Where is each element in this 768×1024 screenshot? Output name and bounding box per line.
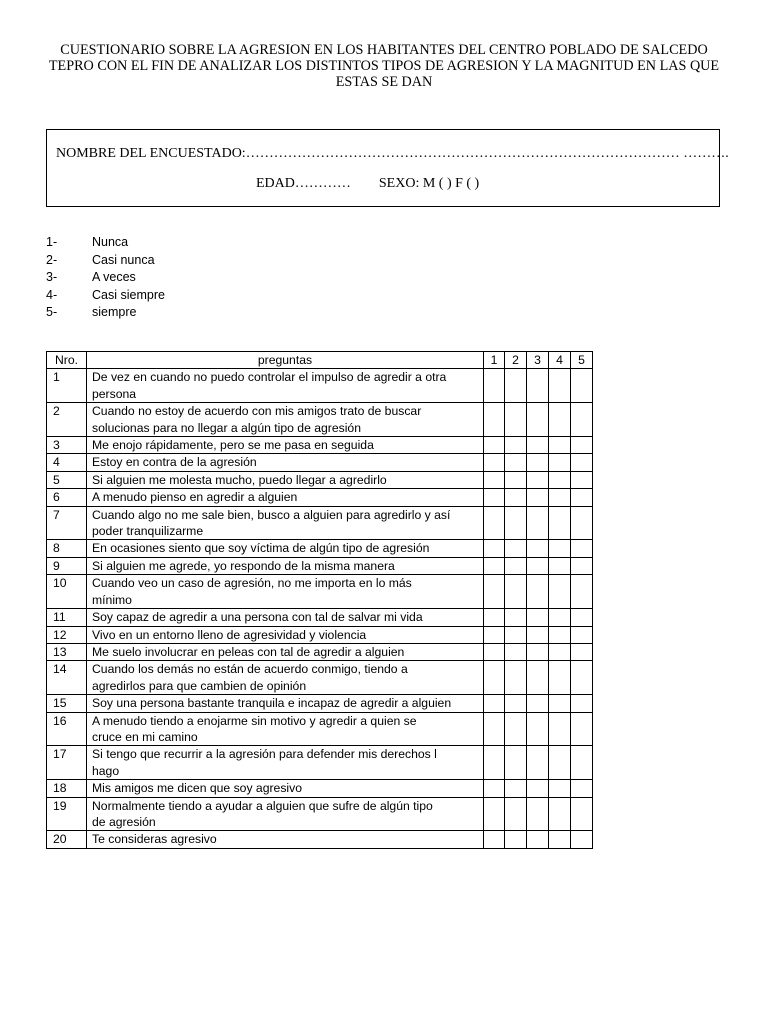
answer-cell-option-1[interactable] (484, 403, 505, 437)
answer-cell-option-3[interactable] (527, 369, 549, 403)
answer-cell-option-4[interactable] (549, 403, 571, 437)
title-line: CUESTIONARIO SOBRE LA AGRESION EN LOS HABITANTES DEL CENTRO POBLADO DE SALCEDO (60, 42, 708, 58)
question-text-line: Me suelo involucrar en peleas con tal de agredir a alguien (92, 644, 405, 659)
answer-cell-option-1[interactable] (484, 712, 505, 746)
answer-cell-option-2[interactable] (505, 746, 527, 780)
answer-cell-option-1[interactable] (484, 797, 505, 831)
question-number: 17 (47, 746, 87, 780)
answer-cell-option-3[interactable] (527, 643, 549, 660)
answer-cell-option-2[interactable] (505, 437, 527, 454)
answer-cell-option-2[interactable] (505, 609, 527, 626)
answer-cell-option-1[interactable] (484, 557, 505, 574)
question-number: 4 (47, 454, 87, 471)
table-row (47, 540, 593, 557)
table-row (47, 626, 593, 643)
answer-cell-option-1[interactable] (484, 609, 505, 626)
question-text (87, 437, 484, 454)
title-line: ESTAS SE DAN (335, 74, 433, 90)
answer-cell-option-4[interactable] (549, 626, 571, 643)
answer-cell-option-4[interactable] (549, 643, 571, 660)
answer-cell-option-5[interactable] (571, 403, 593, 437)
question-text (87, 471, 484, 488)
answer-cell-option-4[interactable] (549, 471, 571, 488)
scale-label: Nunca (92, 235, 129, 249)
answer-cell-option-2[interactable] (505, 643, 527, 660)
answer-cell-option-4[interactable] (549, 437, 571, 454)
question-text-line: Me enojo rápidamente, pero se me pasa en seguida (92, 438, 374, 453)
answer-cell-option-4[interactable] (549, 780, 571, 797)
table-row (47, 609, 593, 626)
scale-item (46, 269, 165, 287)
table-row (47, 797, 593, 831)
answer-cell-option-3[interactable] (527, 437, 549, 454)
question-number: 5 (47, 471, 87, 488)
table-row (47, 506, 593, 540)
scale-label: A veces (92, 270, 136, 285)
scale-number: 5- (46, 305, 58, 320)
table-row (47, 369, 593, 403)
question-text-line: De vez en cuando no puedo controlar el impulso de agredir a otra (92, 370, 447, 385)
answer-cell-option-5[interactable] (571, 506, 593, 540)
answer-cell-option-2[interactable] (505, 831, 527, 848)
question-number: 7 (47, 506, 87, 540)
question-text (87, 557, 484, 574)
table-row (47, 489, 593, 506)
table-row (47, 831, 593, 848)
question-text-line: Soy capaz de agredir a una persona con tal de salvar mi vida (92, 610, 423, 625)
answer-cell-option-5[interactable] (571, 540, 593, 557)
answer-cell-option-4[interactable] (549, 506, 571, 540)
question-number: 1 (47, 369, 87, 403)
answer-cell-option-4[interactable] (549, 369, 571, 403)
question-text-line: Te consideras agresivo (92, 832, 217, 847)
answer-cell-option-3[interactable] (527, 489, 549, 506)
question-text-line: agredirlos para que cambien de opinión (92, 678, 307, 693)
table-row (47, 454, 593, 471)
question-text-line: solucionas para no llegar a algún tipo de agresión (92, 420, 361, 435)
answer-cell-option-2[interactable] (505, 506, 527, 540)
header-option-4: 4 (549, 352, 571, 369)
answer-cell-option-2[interactable] (505, 557, 527, 574)
answer-cell-option-5[interactable] (571, 369, 593, 403)
answer-cell-option-3[interactable] (527, 506, 549, 540)
question-number: 10 (47, 575, 87, 609)
answer-cell-option-5[interactable] (571, 831, 593, 848)
answer-cell-option-3[interactable] (527, 780, 549, 797)
question-number: 18 (47, 780, 87, 797)
answer-cell-option-4[interactable] (549, 661, 571, 695)
question-text-line: Cuando no estoy de acuerdo con mis amigos trato de buscar (92, 404, 422, 419)
answer-cell-option-2[interactable] (505, 695, 527, 712)
answer-cell-option-1[interactable] (484, 369, 505, 403)
header-option-1: 1 (484, 352, 505, 369)
answer-cell-option-4[interactable] (549, 695, 571, 712)
answer-cell-option-5[interactable] (571, 557, 593, 574)
answer-cell-option-2[interactable] (505, 575, 527, 609)
answer-cell-option-3[interactable] (527, 626, 549, 643)
scale-item (46, 304, 165, 322)
scale-item (46, 252, 165, 270)
answer-cell-option-4[interactable] (549, 609, 571, 626)
answer-cell-option-2[interactable] (505, 471, 527, 488)
question-text (87, 661, 484, 695)
question-text-line: hago (92, 763, 120, 778)
scale-number: 1- (46, 235, 58, 249)
question-number: 6 (47, 489, 87, 506)
answer-cell-option-1[interactable] (484, 831, 505, 848)
answer-cell-option-4[interactable] (549, 557, 571, 574)
answer-cell-option-2[interactable] (505, 540, 527, 557)
question-text (87, 369, 484, 403)
question-text-line: mínimo (92, 592, 132, 607)
answer-cell-option-1[interactable] (484, 540, 505, 557)
question-text-line: En ocasiones siento que soy víctima de algún tipo de agresión (92, 541, 430, 556)
question-text (87, 575, 484, 609)
answer-cell-option-5[interactable] (571, 454, 593, 471)
age-sex-line (256, 176, 479, 192)
answer-cell-option-2[interactable] (505, 403, 527, 437)
answer-cell-option-4[interactable] (549, 797, 571, 831)
question-text (87, 626, 484, 643)
question-number: 16 (47, 712, 87, 746)
answer-cell-option-1[interactable] (484, 575, 505, 609)
question-number: 2 (47, 403, 87, 437)
table-header-row (47, 352, 593, 369)
question-text (87, 403, 484, 437)
question-number: 8 (47, 540, 87, 557)
table-row (47, 695, 593, 712)
question-text (87, 746, 484, 780)
answer-cell-option-5[interactable] (571, 643, 593, 660)
table-row (47, 746, 593, 780)
answer-cell-option-1[interactable] (484, 437, 505, 454)
question-text-line: A menudo pienso en agredir a alguien (92, 490, 298, 505)
answer-cell-option-3[interactable] (527, 540, 549, 557)
question-text-line: Si alguien me agrede, yo respondo de la misma manera (92, 558, 395, 573)
question-number: 3 (47, 437, 87, 454)
table-row (47, 661, 593, 695)
question-text (87, 454, 484, 471)
scale-label: Casi nunca (92, 252, 155, 267)
answer-cell-option-1[interactable] (484, 506, 505, 540)
answer-cell-option-5[interactable] (571, 575, 593, 609)
answer-cell-option-3[interactable] (527, 746, 549, 780)
answer-cell-option-2[interactable] (505, 454, 527, 471)
question-text (87, 489, 484, 506)
title-line: TEPRO CON EL FIN DE ANALIZAR LOS DISTINTOS TIPOS DE AGRESION Y LA MAGNITUD EN LAS QUE (48, 58, 720, 74)
question-text (87, 506, 484, 540)
answer-cell-option-3[interactable] (527, 797, 549, 831)
table-row (47, 437, 593, 454)
question-number: 14 (47, 661, 87, 695)
answer-cell-option-5[interactable] (571, 626, 593, 643)
table-row (47, 471, 593, 488)
answer-cell-option-4[interactable] (549, 712, 571, 746)
question-text (87, 831, 484, 848)
answer-cell-option-4[interactable] (549, 540, 571, 557)
answer-cell-option-5[interactable] (571, 437, 593, 454)
question-text-line: Soy una persona bastante tranquila e incapaz de agredir a alguien (92, 696, 452, 711)
question-text-line: persona (92, 386, 137, 401)
question-number: 11 (47, 609, 87, 626)
questionnaire-table (46, 351, 593, 849)
answer-cell-option-1[interactable] (484, 489, 505, 506)
answer-cell-option-5[interactable] (571, 712, 593, 746)
answer-cell-option-3[interactable] (527, 454, 549, 471)
answer-cell-option-5[interactable] (571, 797, 593, 831)
answer-cell-option-5[interactable] (571, 471, 593, 488)
scale-number: 2- (46, 252, 58, 267)
answer-cell-option-3[interactable] (527, 831, 549, 848)
answer-cell-option-3[interactable] (527, 575, 549, 609)
respondent-name-field[interactable]: NOMBRE DEL ENCUESTADO:………………………………………………………………………………… ………. (56, 146, 729, 161)
respondent-age-field[interactable]: EDAD………… (256, 176, 351, 191)
question-text-line: Mis amigos me dicen que soy agresivo (92, 781, 302, 796)
answer-cell-option-2[interactable] (505, 780, 527, 797)
question-number: 15 (47, 695, 87, 712)
answer-cell-option-1[interactable] (484, 661, 505, 695)
response-scale-legend (46, 234, 165, 322)
question-text-line: cruce en mi camino (92, 729, 198, 744)
answer-cell-option-1[interactable] (484, 454, 505, 471)
scale-number: 3- (46, 270, 58, 285)
question-text-line: Cuando algo no me sale bien, busco a alguien para agredirlo y así (92, 507, 451, 522)
header-nro: Nro. (47, 352, 87, 369)
question-text (87, 695, 484, 712)
answer-cell-option-1[interactable] (484, 643, 505, 660)
table-row (47, 643, 593, 660)
answer-cell-option-2[interactable] (505, 661, 527, 695)
answer-cell-option-2[interactable] (505, 712, 527, 746)
question-text-line: Si alguien me molesta mucho, puedo llegar a agredirlo (92, 472, 387, 487)
header-option-5: 5 (571, 352, 593, 369)
scale-item (46, 234, 165, 252)
table-row (47, 780, 593, 797)
question-text-line: Normalmente tiendo a ayudar a alguien que sufre de algún tipo (92, 798, 433, 813)
answer-cell-option-2[interactable] (505, 626, 527, 643)
answer-cell-option-4[interactable] (549, 454, 571, 471)
question-text (87, 712, 484, 746)
header-option-2: 2 (505, 352, 527, 369)
answer-cell-option-4[interactable] (549, 831, 571, 848)
answer-cell-option-1[interactable] (484, 746, 505, 780)
table-row (47, 403, 593, 437)
question-number: 12 (47, 626, 87, 643)
answer-cell-option-5[interactable] (571, 489, 593, 506)
question-text-line: de agresión (92, 814, 156, 829)
scale-number: 4- (46, 287, 58, 302)
question-text-line: Cuando los demás no están de acuerdo conmigo, tiendo a (92, 662, 408, 677)
document-title (40, 42, 728, 90)
answer-cell-option-1[interactable] (484, 471, 505, 488)
answer-cell-option-3[interactable] (527, 557, 549, 574)
question-text-line: poder tranquilizarme (92, 524, 204, 539)
question-text-line: Si tengo que recurrir a la agresión para defender mis derechos l (92, 747, 437, 762)
question-number: 19 (47, 797, 87, 831)
question-text-line: Estoy en contra de la agresión (92, 455, 257, 470)
answer-cell-option-1[interactable] (484, 626, 505, 643)
answer-cell-option-3[interactable] (527, 403, 549, 437)
question-number: 13 (47, 643, 87, 660)
question-text (87, 797, 484, 831)
scale-label: Casi siempre (92, 287, 165, 302)
question-number: 9 (47, 557, 87, 574)
answer-cell-option-4[interactable] (549, 575, 571, 609)
question-text (87, 609, 484, 626)
answer-cell-option-2[interactable] (505, 797, 527, 831)
question-number: 20 (47, 831, 87, 848)
question-text (87, 643, 484, 660)
answer-cell-option-5[interactable] (571, 695, 593, 712)
scale-label: siempre (92, 305, 137, 320)
question-text-line: Vivo en un entorno lleno de agresividad y violencia (92, 627, 367, 642)
question-text (87, 540, 484, 557)
table-row (47, 575, 593, 609)
answer-cell-option-3[interactable] (527, 712, 549, 746)
answer-cell-option-4[interactable] (549, 489, 571, 506)
answer-cell-option-5[interactable] (571, 661, 593, 695)
answer-cell-option-2[interactable] (505, 489, 527, 506)
question-text-line: Cuando veo un caso de agresión, no me importa en lo más (92, 576, 412, 591)
answer-cell-option-3[interactable] (527, 661, 549, 695)
answer-cell-option-1[interactable] (484, 780, 505, 797)
question-text (87, 780, 484, 797)
respondent-sex-field[interactable]: SEXO: M ( ) F ( ) (378, 176, 480, 191)
answer-cell-option-1[interactable] (484, 695, 505, 712)
answer-cell-option-3[interactable] (527, 471, 549, 488)
question-text-line: A menudo tiendo a enojarme sin motivo y agredir a quien se (92, 713, 417, 728)
table-row (47, 712, 593, 746)
answer-cell-option-4[interactable] (549, 746, 571, 780)
table-row (47, 557, 593, 574)
answer-cell-option-3[interactable] (527, 609, 549, 626)
answer-cell-option-2[interactable] (505, 369, 527, 403)
questions-body (47, 369, 593, 848)
header-questions: preguntas (87, 352, 484, 369)
answer-cell-option-5[interactable] (571, 780, 593, 797)
scale-item (46, 287, 165, 305)
respondent-info-box (46, 129, 729, 207)
answer-cell-option-5[interactable] (571, 609, 593, 626)
header-option-3: 3 (527, 352, 549, 369)
answer-cell-option-5[interactable] (571, 746, 593, 780)
answer-cell-option-3[interactable] (527, 695, 549, 712)
